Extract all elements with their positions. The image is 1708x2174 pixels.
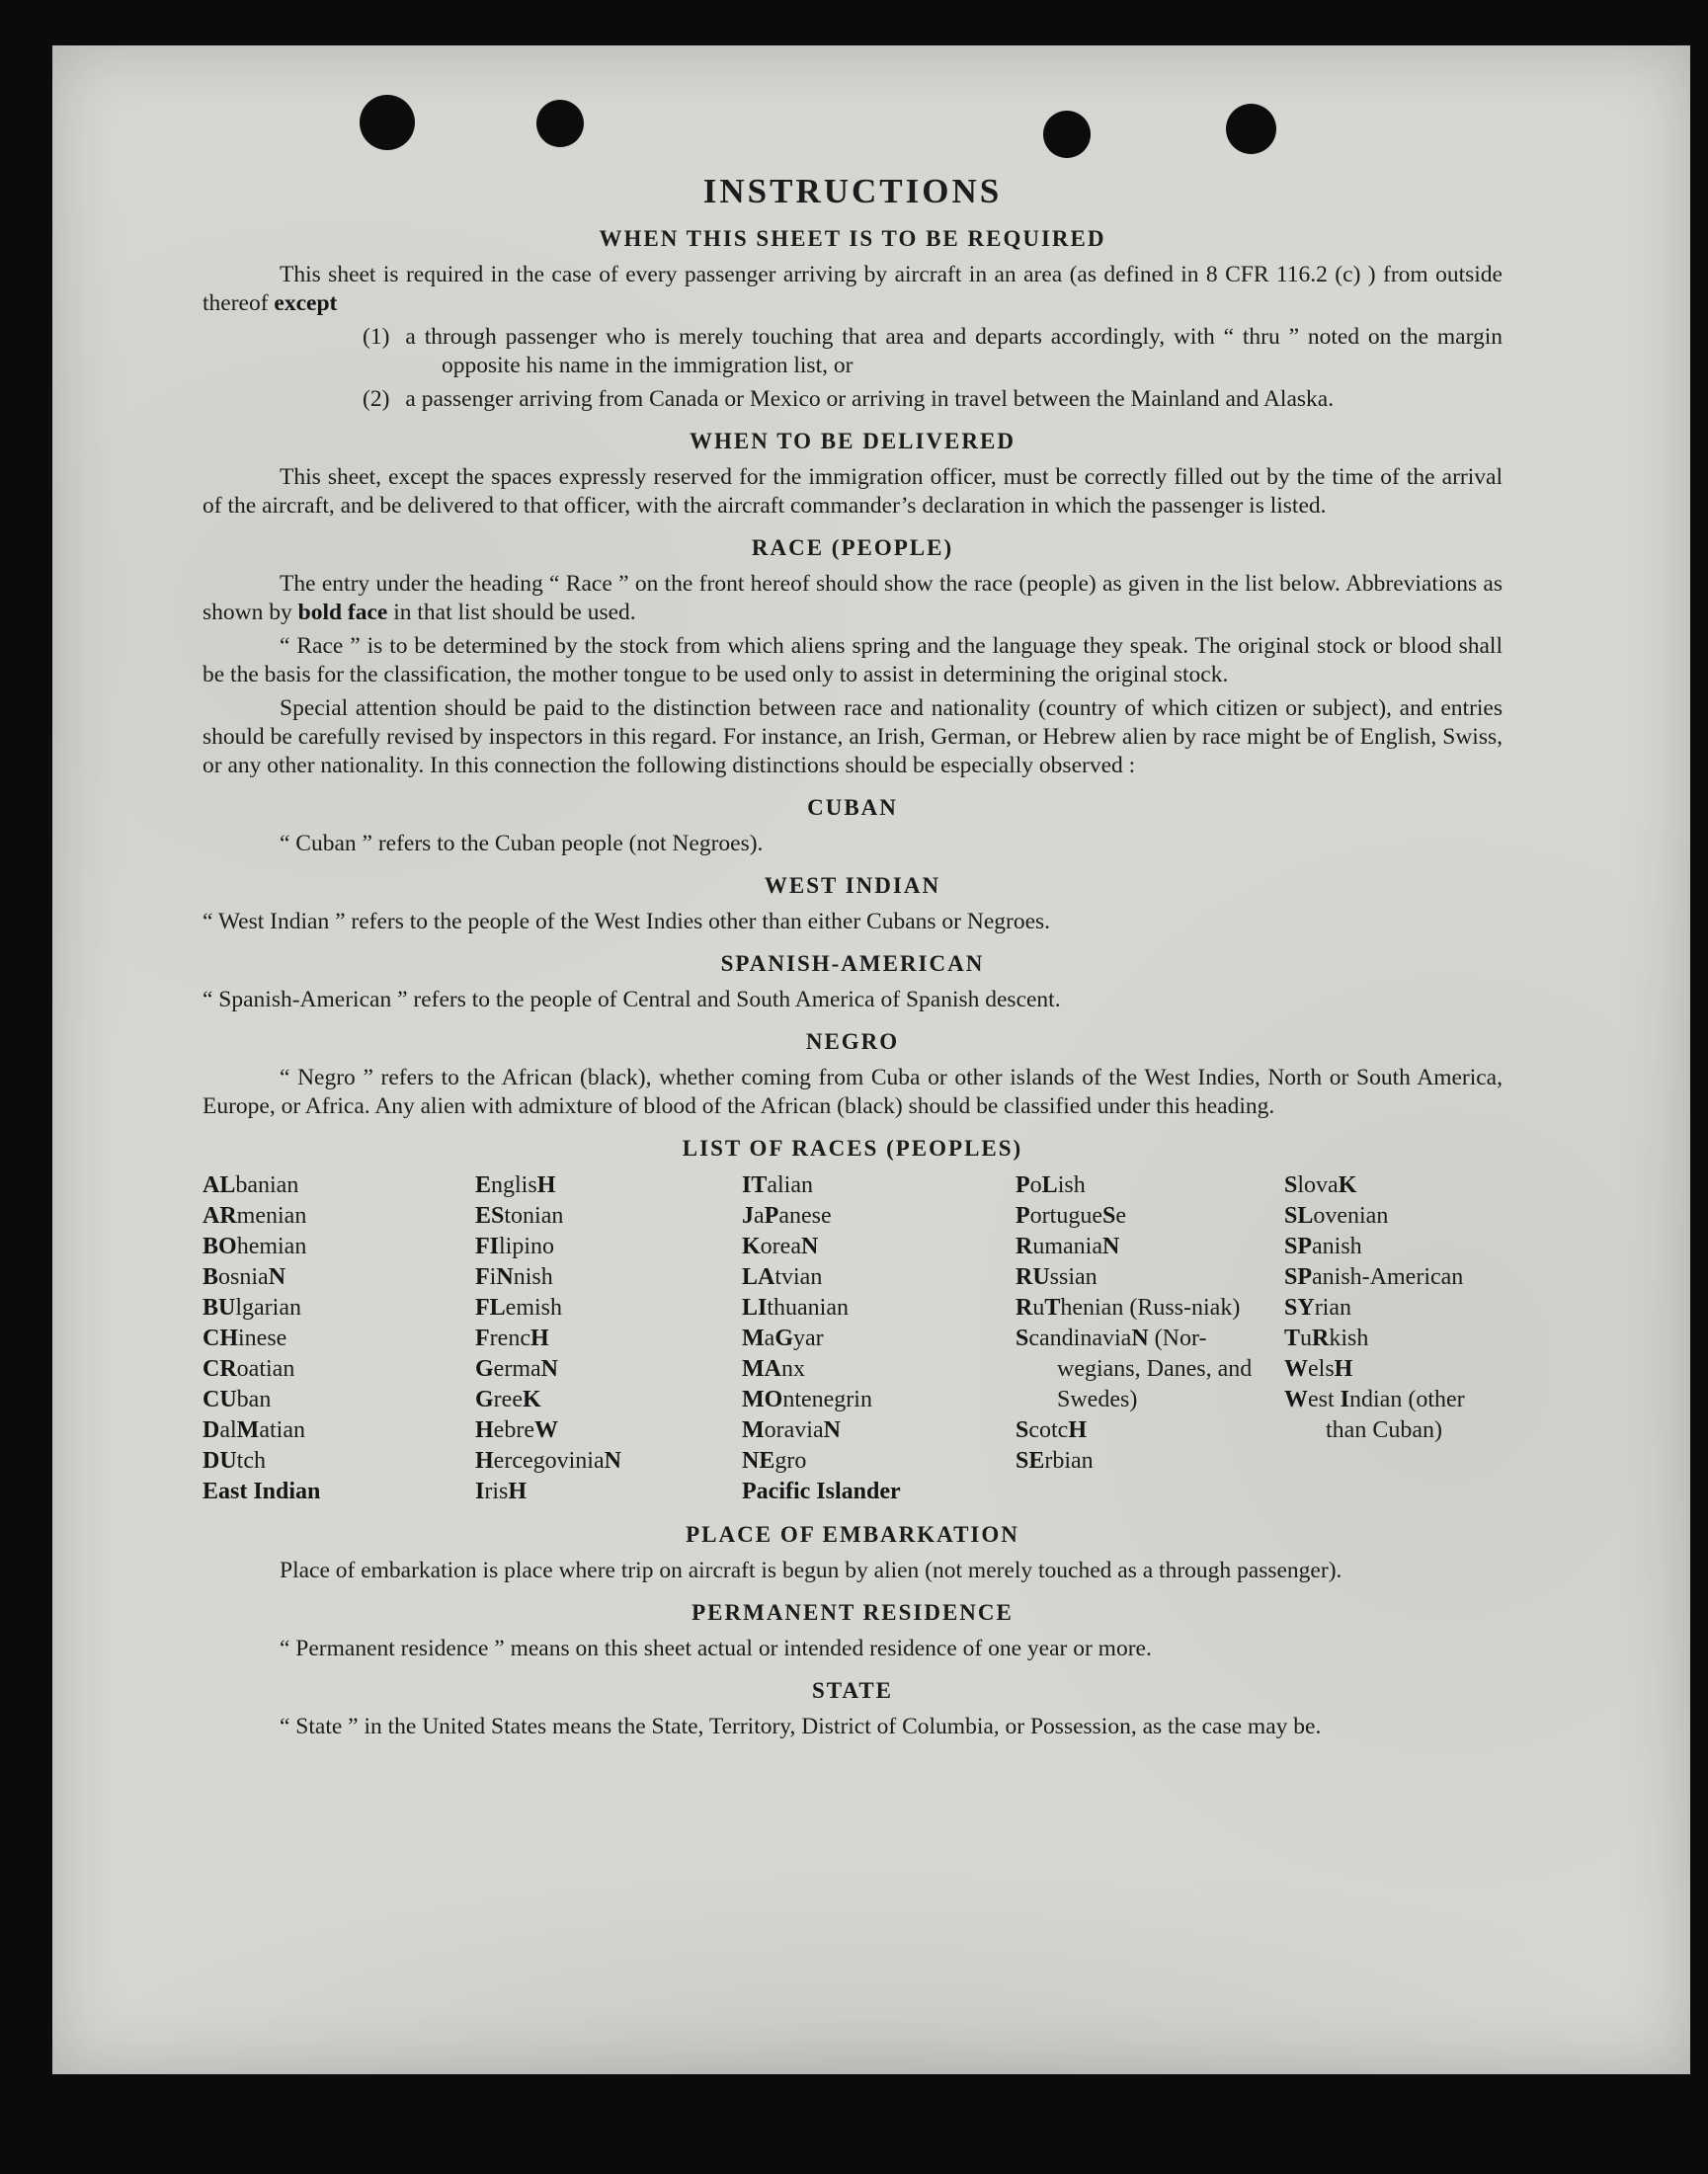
race-abbreviation: FI: [475, 1234, 499, 1259]
race-entry: [742, 1477, 1016, 1507]
race-entry: SlovaK: [1284, 1172, 1357, 1198]
races-column-5: [1284, 1170, 1501, 1507]
race-abbreviation: K: [522, 1387, 541, 1412]
race-entry: BOhemian: [203, 1234, 307, 1259]
paragraph-state: “ State ” in the United States means the State, Territory, District of Columbia, or Possession, as the case may be.: [280, 1714, 1322, 1739]
race-abbreviation: N: [604, 1448, 621, 1474]
race-abbreviation: P: [764, 1203, 779, 1229]
heading-place-of-embarkation: PLACE OF EMBARKATION: [686, 1522, 1019, 1547]
race-abbreviation: IT: [742, 1172, 768, 1198]
heading-race-people: RACE (PEOPLE): [751, 535, 954, 560]
race-abbreviation: L: [1041, 1172, 1058, 1198]
race-entry: MaGyar: [742, 1326, 824, 1351]
page-title: INSTRUCTIONS: [702, 172, 1003, 210]
race-entry: West Indian (other than Cuban): [1284, 1387, 1465, 1443]
race-entry: EnglisH: [475, 1172, 556, 1198]
race-entry: HebreW: [475, 1417, 558, 1443]
race-entry: NEgro: [742, 1448, 807, 1474]
race-entry: DUtch: [203, 1448, 266, 1474]
list-item-text: a passenger arriving from Canada or Mexico or arriving in travel between the Mainland and Alaska.: [405, 386, 1335, 412]
race-entry: FiNnish: [475, 1264, 553, 1290]
race-entry: CHinese: [203, 1326, 287, 1351]
race-entry: BUlgarian: [203, 1295, 301, 1321]
paragraph-text: This sheet is required in the case of every passenger arriving by aircraft in an area (as defined in 8 CFR 116.2 (c) ) from outside thereof: [203, 262, 1503, 316]
race-abbreviation: N: [823, 1417, 841, 1443]
race-entry: LAtvian: [742, 1264, 823, 1290]
heading-spanish-american: SPANISH-AMERICAN: [720, 951, 985, 976]
race-entry: SErbian: [1016, 1448, 1094, 1474]
race-abbreviation: W: [1284, 1387, 1308, 1412]
heading-west-indian: WEST INDIAN: [764, 873, 941, 898]
race-abbreviation: AR: [203, 1203, 237, 1229]
race-abbreviation: S: [1016, 1326, 1029, 1351]
race-abbreviation: H: [475, 1417, 494, 1443]
paragraph-when-delivered: This sheet, except the spaces expressly reserved for the immigration officer, must be correctly filled out by the time of the arrival of the aircraft, and be delivered to that officer, with the aircraft commander’s declaration in which the passenger is listed.: [203, 464, 1503, 519]
race-entry: RumaniaN: [1016, 1234, 1120, 1259]
race-abbreviation: M: [742, 1417, 765, 1443]
race-abbreviation: East Indian: [203, 1479, 321, 1504]
race-abbreviation: G: [774, 1326, 793, 1351]
races-list: [203, 1170, 1503, 1507]
race-abbreviation: P: [1016, 1172, 1030, 1198]
race-abbreviation: F: [475, 1264, 490, 1290]
race-entry: MAnx: [742, 1356, 805, 1382]
race-abbreviation: Pacific Islander: [742, 1479, 901, 1504]
race-abbreviation: G: [475, 1356, 494, 1382]
race-entry: ITalian: [742, 1172, 813, 1198]
race-abbreviation: B: [203, 1264, 219, 1290]
race-entry: SYrian: [1284, 1295, 1351, 1321]
race-entry: MOntenegrin: [742, 1387, 872, 1412]
heading-state: STATE: [811, 1678, 893, 1703]
race-entry: RUssian: [1016, 1264, 1098, 1290]
race-entry: ALbanian: [203, 1172, 299, 1198]
race-abbreviation: I: [475, 1479, 485, 1504]
paragraph-bold-boldface: bold face: [297, 600, 388, 625]
race-abbreviation: LI: [742, 1295, 768, 1321]
race-entry: BosniaN: [203, 1264, 286, 1290]
list-item-text: a through passenger who is merely touching that area and departs accordingly, with “ thru ” noted on the margin opposite his name in the immigration list, or: [405, 324, 1503, 378]
race-entry: EStonian: [475, 1203, 564, 1229]
list-item-number: (2): [363, 386, 390, 412]
race-entry: SPanish-American: [1284, 1264, 1464, 1290]
paragraph-race-2: “ Race ” is to be determined by the stock from which aliens spring and the language they speak. The original stock or blood shall be the basis for the classification, the mother tongue to be used only to assist in determining the original stock.: [203, 633, 1503, 687]
race-entry: SLovenian: [1284, 1203, 1389, 1229]
paragraph-bold-except: except: [274, 290, 338, 316]
race-abbreviation: N: [800, 1234, 819, 1259]
race-entry: FIlipino: [475, 1234, 555, 1259]
race-abbreviation: ES: [475, 1203, 505, 1229]
heading-when-delivered: WHEN TO BE DELIVERED: [690, 429, 1016, 453]
races-column-2: [475, 1170, 742, 1507]
race-entry: ScotcH: [1016, 1417, 1088, 1443]
race-entry: HercegoviniaN: [475, 1448, 621, 1474]
race-abbreviation: F: [475, 1326, 490, 1351]
race-entry: KoreaN: [742, 1234, 819, 1259]
paragraph-west-indian: “ West Indian ” refers to the people of the West Indies other than either Cubans or Negroes.: [203, 909, 1051, 934]
heading-when-required: WHEN THIS SHEET IS TO BE REQUIRED: [599, 226, 1106, 251]
paragraph-cuban: “ Cuban ” refers to the Cuban people (not Negroes).: [280, 831, 764, 856]
race-abbreviation: G: [475, 1387, 494, 1412]
race-entry: ScandinaviaN (Nor-wegians, Danes, and Swedes): [1016, 1326, 1253, 1412]
race-abbreviation: M: [742, 1326, 765, 1351]
race-entry: RuThenian (Russ-niak): [1016, 1295, 1241, 1321]
race-abbreviation: N: [496, 1264, 514, 1290]
race-abbreviation: S: [1101, 1203, 1116, 1229]
race-abbreviation: BU: [203, 1295, 236, 1321]
paragraph-embarkation: Place of embarkation is place where trip on aircraft is begun by alien (not merely touched as a through passenger).: [280, 1558, 1342, 1583]
race-abbreviation: H: [1334, 1356, 1353, 1382]
race-abbreviation: DU: [203, 1448, 237, 1474]
heading-negro: NEGRO: [805, 1029, 900, 1054]
race-abbreviation: D: [203, 1417, 220, 1443]
race-abbreviation: J: [742, 1203, 754, 1229]
race-abbreviation: CU: [203, 1387, 237, 1412]
race-abbreviation: E: [475, 1172, 492, 1198]
race-abbreviation: S: [1016, 1417, 1029, 1443]
race-abbreviation: N: [1101, 1234, 1120, 1259]
race-entry: [203, 1477, 475, 1507]
race-abbreviation: P: [1016, 1203, 1030, 1229]
race-entry: IrisH: [475, 1479, 528, 1504]
race-abbreviation: H: [536, 1172, 556, 1198]
paragraph-negro: “ Negro ” refers to the African (black), whether coming from Cuba or other islands of the West Indies, North or South America, Europe, or Africa. Any alien with admixture of blood of the African (black) should be classified under this heading.: [203, 1065, 1503, 1119]
document-content: [203, 45, 1503, 1746]
races-column-4: [1016, 1170, 1261, 1507]
heading-cuban: CUBAN: [807, 795, 898, 820]
race-abbreviation: W: [533, 1417, 558, 1443]
race-abbreviation: N: [1131, 1326, 1149, 1351]
race-entry: GreeK: [475, 1387, 541, 1412]
race-abbreviation: FL: [475, 1295, 506, 1321]
race-entry: SPanish: [1284, 1234, 1362, 1259]
race-entry: CRoatian: [203, 1356, 295, 1382]
document-page: [52, 45, 1690, 2074]
race-entry: PoLish: [1016, 1172, 1086, 1198]
list-item-1: [203, 323, 1503, 380]
race-abbreviation: SY: [1284, 1295, 1315, 1321]
heading-permanent-residence: PERMANENT RESIDENCE: [691, 1600, 1014, 1625]
race-abbreviation: SP: [1284, 1264, 1313, 1290]
race-entry: FrencH: [475, 1326, 549, 1351]
race-entry: GermaN: [475, 1356, 558, 1382]
race-abbreviation: R: [1312, 1326, 1330, 1351]
race-abbreviation: K: [742, 1234, 761, 1259]
race-abbreviation: CR: [203, 1356, 237, 1382]
race-entry: PortugueSe: [1016, 1203, 1126, 1229]
paragraph-when-required: [203, 261, 1503, 318]
race-entry: FLemish: [475, 1295, 562, 1321]
race-abbreviation: NE: [742, 1448, 775, 1474]
race-abbreviation: SP: [1284, 1234, 1313, 1259]
paragraph-text: in that list should be used.: [387, 600, 636, 625]
race-abbreviation: S: [1284, 1172, 1298, 1198]
paragraph-race-3: Special attention should be paid to the distinction between race and nationality (country of which citizen or subject), and entries should be carefully revised by inspectors in this regard. For instance, an Irish, German, or Hebrew alien by race might be of English, Swiss, or any other nationality. In this connection the following distinctions should be especially observed :: [203, 695, 1503, 778]
race-entry: TuRkish: [1284, 1326, 1369, 1351]
paragraph-spanish-american: “ Spanish-American ” refers to the people of Central and South America of Spanish descent.: [203, 987, 1061, 1012]
race-abbreviation: H: [529, 1326, 549, 1351]
race-abbreviation: I: [1340, 1387, 1350, 1412]
race-abbreviation: H: [1068, 1417, 1088, 1443]
race-entry: ARmenian: [203, 1203, 307, 1229]
race-abbreviation: R: [1016, 1234, 1033, 1259]
races-column-1: [203, 1170, 475, 1507]
race-abbreviation: MO: [742, 1387, 783, 1412]
race-abbreviation: N: [268, 1264, 286, 1290]
races-column-3: [742, 1170, 1016, 1507]
race-abbreviation: RU: [1016, 1264, 1050, 1290]
race-abbreviation: T: [1044, 1295, 1061, 1321]
race-abbreviation: LA: [742, 1264, 775, 1290]
race-abbreviation: W: [1284, 1356, 1308, 1382]
race-abbreviation: CH: [203, 1326, 238, 1351]
race-abbreviation: R: [1016, 1295, 1033, 1321]
race-entry: CUban: [203, 1387, 272, 1412]
race-abbreviation: T: [1284, 1326, 1301, 1351]
race-abbreviation: MA: [742, 1356, 781, 1382]
race-abbreviation: SL: [1284, 1203, 1314, 1229]
race-abbreviation: SE: [1016, 1448, 1045, 1474]
heading-list-of-races: LIST OF RACES (PEOPLES): [682, 1136, 1023, 1161]
race-entry: DalMatian: [203, 1417, 305, 1443]
race-abbreviation: H: [508, 1479, 528, 1504]
list-item-2: [203, 385, 1503, 414]
race-abbreviation: M: [236, 1417, 260, 1443]
race-abbreviation: N: [540, 1356, 558, 1382]
race-entry: JaPanese: [742, 1203, 832, 1229]
paragraph-residence: “ Permanent residence ” means on this sheet actual or intended residence of one year or more.: [280, 1636, 1152, 1661]
race-abbreviation: H: [475, 1448, 494, 1474]
race-entry: WelsH: [1284, 1356, 1353, 1382]
race-abbreviation: K: [1338, 1172, 1357, 1198]
list-item-number: (1): [363, 324, 390, 350]
paragraph-text: The entry under the heading “ Race ” on the front hereof should show the race (people) as given in the list below. Abbreviations as shown by: [203, 571, 1503, 625]
race-abbreviation: BO: [203, 1234, 237, 1259]
paragraph-race-1: [203, 570, 1503, 627]
race-entry: LIthuanian: [742, 1295, 849, 1321]
race-entry: MoraviaN: [742, 1417, 841, 1443]
race-abbreviation: AL: [203, 1172, 236, 1198]
